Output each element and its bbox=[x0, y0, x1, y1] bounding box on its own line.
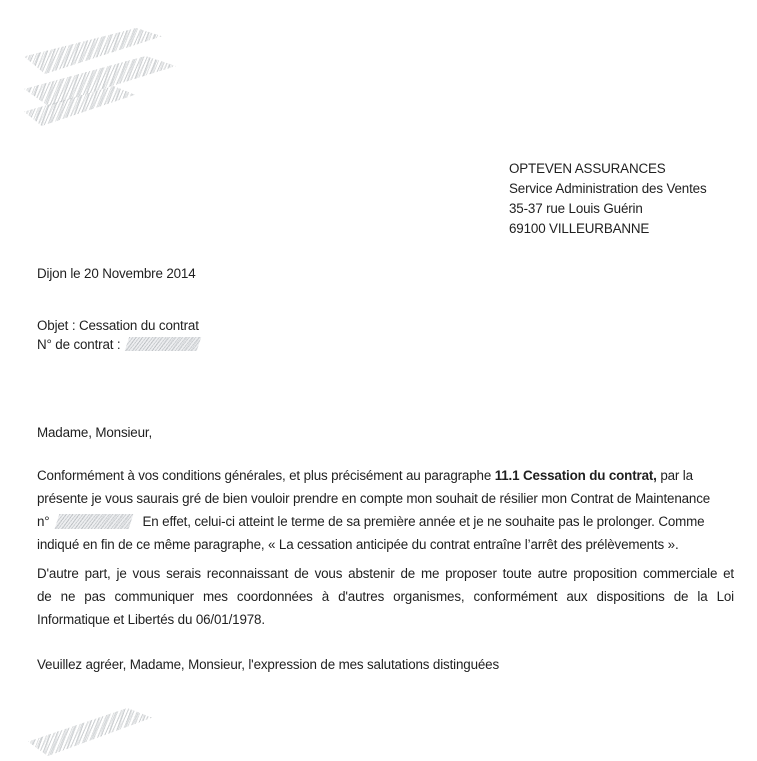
body-line-2: présente je vous saurais gré de bien vouloir prendre en compte mon souhait de résilier mon Contrat de Maintenance bbox=[37, 491, 711, 506]
redacted-contract-number-inline bbox=[54, 514, 133, 529]
contract-number-label: N° de contrat : bbox=[37, 337, 121, 352]
paragraph-2 bbox=[37, 562, 734, 631]
recipient-name: OPTEVEN ASSURANCES bbox=[509, 161, 666, 176]
subject-line: Objet : Cessation du contrat bbox=[37, 318, 199, 333]
redacted-contract-number bbox=[124, 337, 201, 351]
body-text: Conformément à vos conditions générales, et plus précisément au paragraphe bbox=[37, 468, 495, 483]
subject-block bbox=[37, 316, 199, 354]
recipient-address-block bbox=[509, 159, 707, 239]
paragraph-1 bbox=[37, 464, 734, 556]
body-line-3 bbox=[37, 510, 734, 533]
contract-number-line bbox=[37, 335, 199, 354]
body-line-1 bbox=[37, 464, 734, 487]
redacted-sender-block bbox=[24, 26, 184, 128]
recipient-city: 69100 VILLEURBANNE bbox=[509, 221, 650, 236]
body-text: En effet, celui-ci atteint le terme de sa première année et je ne souhaite pas le prolonger. Comme bbox=[142, 514, 705, 529]
body-line-5: D'autre part, je vous serais reconnaissant de vous abstenir de me proposer toute autre proposition commerciale et bbox=[37, 566, 734, 581]
salutation-line: Madame, Monsieur, bbox=[37, 425, 153, 440]
body-text: par la bbox=[656, 468, 693, 483]
date-line: Dijon le 20 Novembre 2014 bbox=[37, 266, 196, 281]
bold-clause-reference: 11.1 Cessation du contrat, bbox=[494, 468, 657, 483]
body-line-7: Informatique et Libertés du 06/01/1978. bbox=[37, 612, 265, 627]
recipient-service: Service Administration des Ventes bbox=[509, 181, 707, 196]
body-line-4: indiqué en fin de ce même paragraphe, « La cessation anticipée du contrat entraîne l’arrêt des prélèvements ». bbox=[37, 537, 679, 552]
body-line-6: de ne pas communiquer mes coordonnées à d'autres organismes, conformément aux dispositions de la Loi bbox=[37, 589, 734, 604]
closing-line: Veuillez agréer, Madame, Monsieur, l'expression de mes salutations distinguées bbox=[37, 657, 500, 672]
signature-scribble bbox=[28, 708, 152, 756]
recipient-street: 35-37 rue Louis Guérin bbox=[509, 201, 643, 216]
body-text: n° bbox=[37, 514, 50, 529]
